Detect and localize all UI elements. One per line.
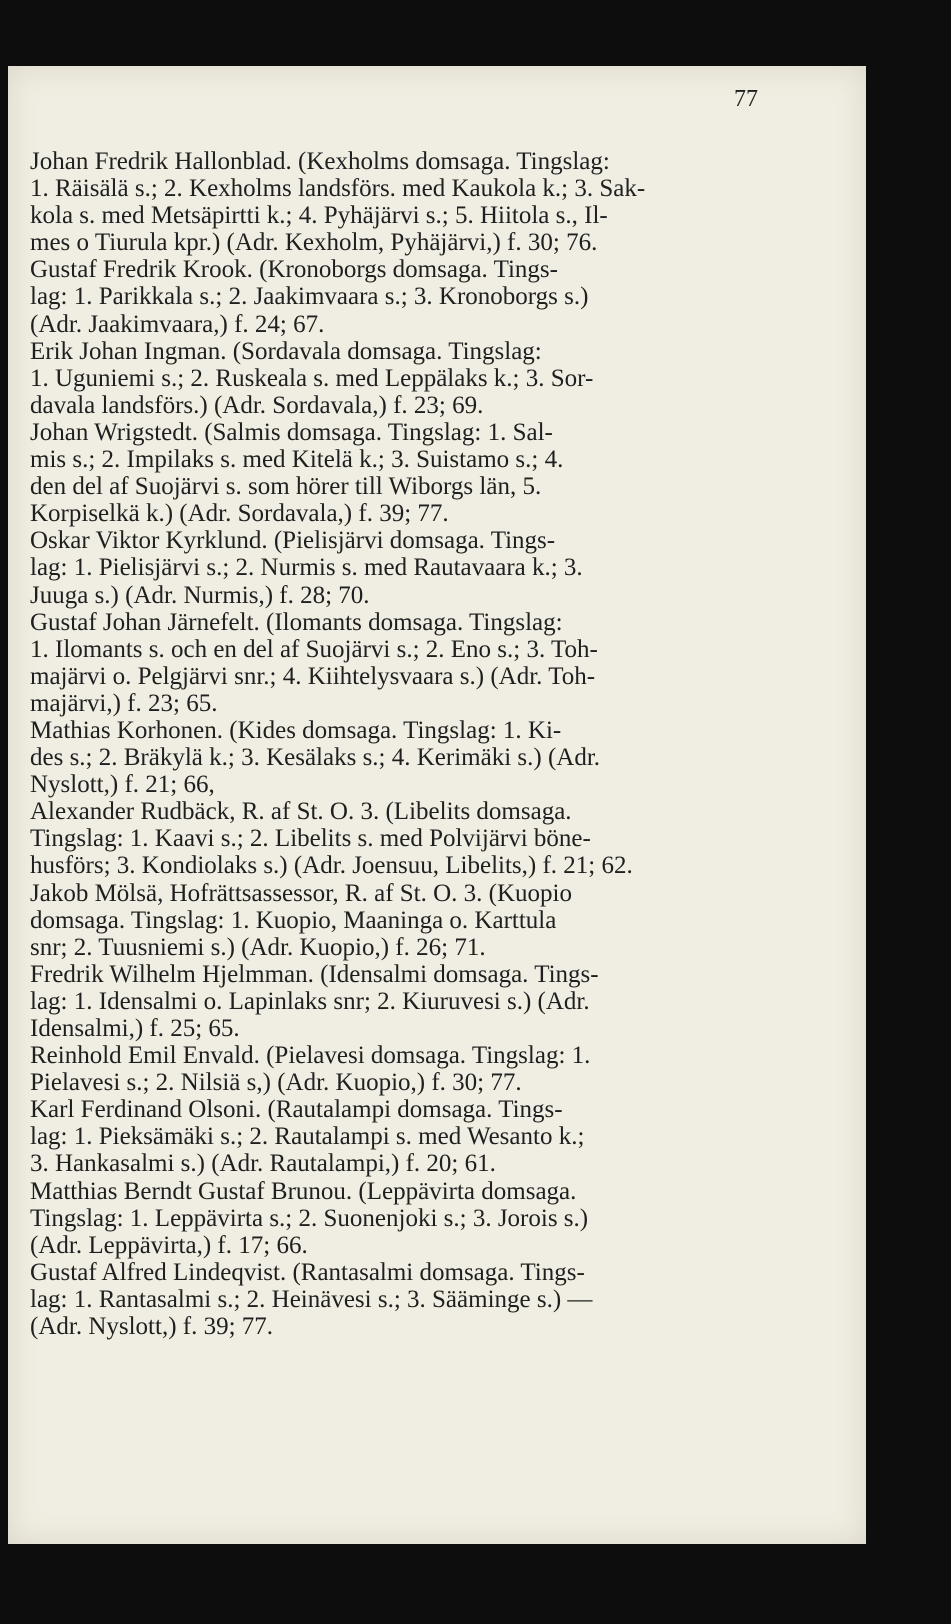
entry-line: Johan Fredrik Hallonblad. (Kexholms domsaga. Tingslag:	[30, 148, 610, 175]
register-entry	[30, 1259, 810, 1340]
entry-line: (Adr. Nyslott,) f. 39; 77.	[30, 1313, 274, 1341]
entry-line: mes o Tiurula kpr.) (Adr. Kexholm, Pyhäjärvi,) f. 30; 76.	[30, 229, 598, 257]
entry-line: lag: 1. Pielisjärvi s.; 2. Nurmis s. med Rautavaara k.; 3.	[30, 554, 583, 582]
register-entry	[30, 1178, 810, 1259]
register-entry	[30, 1042, 810, 1096]
entry-line: 1. Ilomants s. och en del af Suojärvi s.; 2. Eno s.; 3. Toh-	[30, 635, 598, 663]
entry-line: Tingslag: 1. Kaavi s.; 2. Libelits s. med Polvijärvi böne-	[30, 825, 591, 853]
register-entry	[30, 961, 810, 1042]
entry-line: den del af Suojärvi s. som hörer till Wiborgs län, 5.	[30, 473, 542, 501]
entry-line: Oskar Viktor Kyrklund. (Pielisjärvi domsaga. Tings-	[30, 527, 556, 555]
register-entry	[30, 527, 810, 608]
entry-line: Reinhold Emil Envald. (Pielavesi domsaga. Tingslag: 1.	[30, 1042, 591, 1070]
entry-line: Nyslott,) f. 21; 66,	[30, 771, 215, 799]
entry-line: Tingslag: 1. Leppävirta s.; 2. Suonenjoki s.; 3. Jorois s.)	[30, 1204, 589, 1232]
entry-line: 1. Räisälä s.; 2. Kexholms landsförs. med Kaukola k.; 3. Sak-	[30, 175, 646, 203]
entry-line: lag: 1. Rantasalmi s.; 2. Heinävesi s.; 3. Sääminge s.) —	[30, 1285, 593, 1313]
entry-line: Erik Johan Ingman. (Sordavala domsaga. Tingslag:	[30, 337, 542, 365]
entry-line: lag: 1. Idensalmi o. Lapinlaks snr; 2. Kiuruvesi s.) (Adr.	[30, 987, 590, 1015]
entry-line: 1. Uguniemi s.; 2. Ruskeala s. med Leppälaks k.; 3. Sor-	[30, 364, 594, 392]
entry-line: Korpiselkä k.) (Adr. Sordavala,) f. 39; 77.	[30, 500, 449, 528]
entry-line: Juuga s.) (Adr. Nurmis,) f. 28; 70.	[30, 581, 370, 609]
register-entry	[30, 419, 810, 527]
entry-line: Gustaf Johan Järnefelt. (Ilomants domsaga. Tingslag:	[30, 608, 563, 636]
entry-line: Idensalmi,) f. 25; 65.	[30, 1015, 240, 1042]
entry-list	[30, 148, 810, 1340]
entry-line: (Adr. Leppävirta,) f. 17; 66.	[30, 1231, 308, 1259]
entry-line: Karl Ferdinand Olsoni. (Rautalampi domsaga. Tings-	[30, 1096, 563, 1124]
entry-line: Johan Wrigstedt. (Salmis domsaga. Tingslag: 1. Sal-	[30, 418, 553, 446]
register-entry	[30, 148, 810, 256]
entry-line: snr; 2. Tuusniemi s.) (Adr. Kuopio,) f. 26; 71.	[30, 933, 486, 961]
entry-line: Pielavesi s.; 2. Nilsiä s,) (Adr. Kuopio,) f. 30; 77.	[30, 1069, 522, 1097]
register-entry	[30, 798, 810, 879]
entry-line: (Adr. Jaakimvaara,) f. 24; 67.	[30, 310, 325, 338]
entry-line: 3. Hankasalmi s.) (Adr. Rautalampi,) f. 20; 61.	[30, 1150, 496, 1178]
entry-line: davala landsförs.) (Adr. Sordavala,) f. 23; 69.	[30, 391, 484, 419]
entry-line: mis s.; 2. Impilaks s. med Kitelä k.; 3. Suistamo s.; 4.	[30, 446, 564, 474]
entry-line: majärvi,) f. 23; 65.	[30, 689, 218, 717]
entry-line: Jakob Mölsä, Hofrättsassessor, R. af St. O. 3. (Kuopio	[30, 879, 573, 907]
entry-line: Gustaf Alfred Lindeqvist. (Rantasalmi domsaga. Tings-	[30, 1258, 585, 1286]
entry-line: majärvi o. Pelgjärvi snr.; 4. Kiihtelysvaara s.) (Adr. Toh-	[30, 662, 596, 690]
entry-line: des s.; 2. Bräkylä k.; 3. Kesälaks s.; 4. Kerimäki s.) (Adr.	[30, 744, 601, 772]
register-entry	[30, 1096, 810, 1177]
register-entry	[30, 256, 810, 337]
entry-line: lag: 1. Pieksämäki s.; 2. Rautalampi s. med Wesanto k.;	[30, 1123, 585, 1151]
entry-line: domsaga. Tingslag: 1. Kuopio, Maaninga o. Karttula	[30, 906, 557, 934]
register-entry	[30, 609, 810, 717]
entry-line: husförs; 3. Kondiolaks s.) (Adr. Joensuu, Libelits,) f. 21; 62.	[30, 852, 633, 880]
entry-line: Mathias Korhonen. (Kides domsaga. Tingslag: 1. Ki-	[30, 716, 562, 744]
register-entry	[30, 717, 810, 798]
register-entry	[30, 880, 810, 961]
entry-line: Alexander Rudbäck, R. af St. O. 3. (Libelits domsaga.	[30, 798, 572, 826]
entry-line: Gustaf Fredrik Krook. (Kronoborgs domsaga. Tings-	[30, 256, 558, 284]
page-number: 77	[734, 86, 758, 112]
register-entry	[30, 338, 810, 419]
entry-line: Matthias Berndt Gustaf Brunou. (Leppävirta domsaga.	[30, 1177, 577, 1205]
entry-line: kola s. med Metsäpirtti k.; 4. Pyhäjärvi s.; 5. Hiitola s., Il-	[30, 202, 608, 230]
entry-line: Fredrik Wilhelm Hjelmman. (Idensalmi domsaga. Tings-	[30, 960, 599, 988]
entry-line: lag: 1. Parikkala s.; 2. Jaakimvaara s.; 3. Kronoborgs s.)	[30, 283, 589, 311]
